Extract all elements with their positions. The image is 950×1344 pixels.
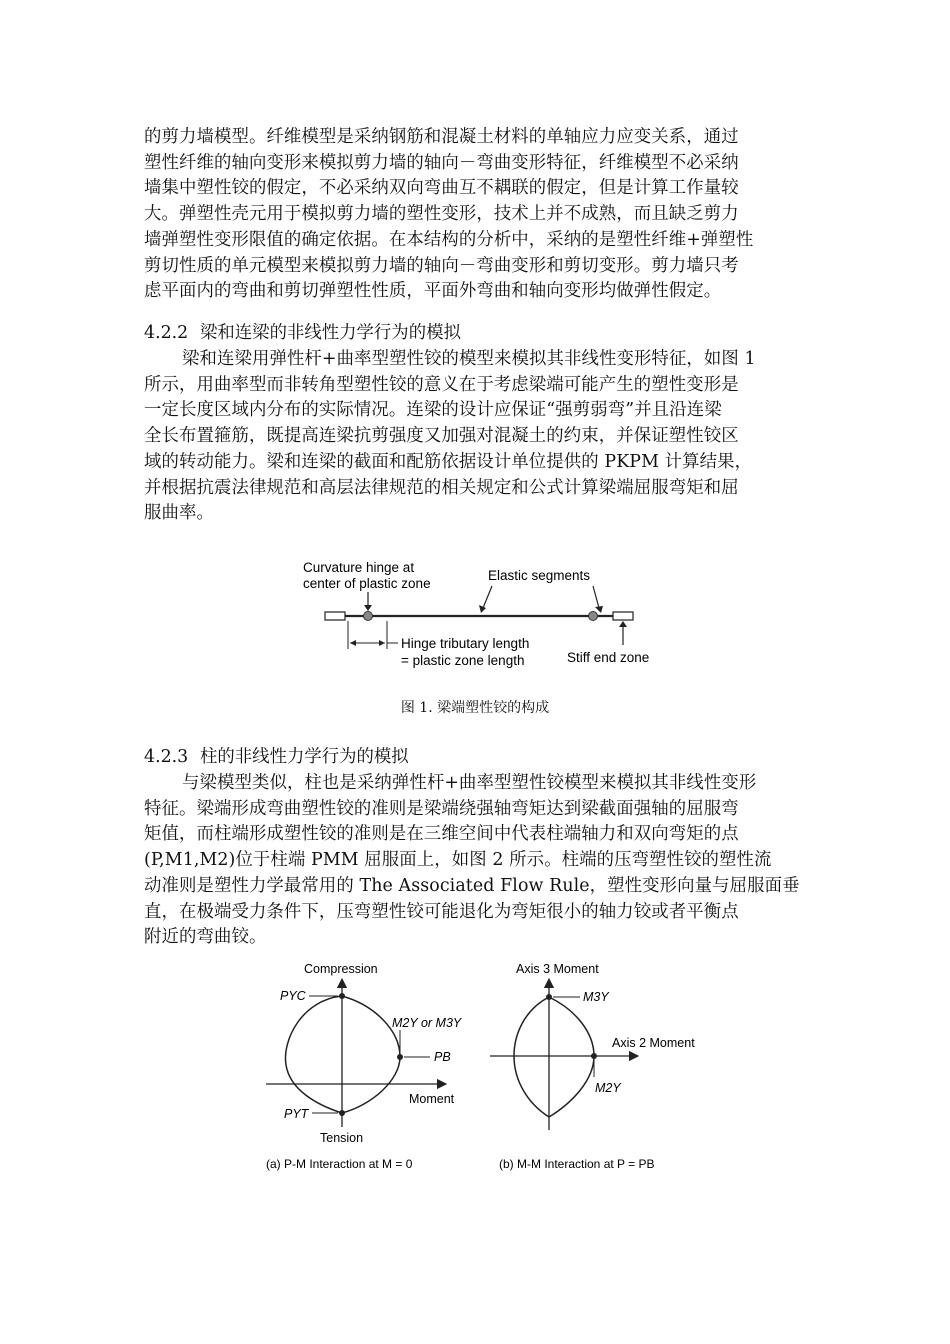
figure1-caption: 图 1. 梁端塑性铰的构成 [400,700,550,716]
text-line: 直，在极端受力条件下，压弯塑性铰可能退化为弯矩很小的轴力铰或者平衡点 [144,901,739,922]
mm-interaction-diagram [490,962,695,1171]
text-line: 附近的弯曲铰。 [144,927,267,948]
mm-yield-surface [514,997,594,1117]
section-title: 梁和连梁的非线性力学行为的模拟 [200,323,461,343]
arrowhead-elastic-1 [479,605,486,613]
text-line: 的剪力墙模型。纤维模型是采纳钢筋和混凝土材料的单轴应力应变关系，通过 [144,127,739,147]
stiff-end-zone-left [325,612,345,620]
text-line: 一定长度区域内分布的实际情况。连梁的设计应保证“强剪弱弯”并且沿连梁 [144,400,722,421]
label-axis3: Axis 3 Moment [516,962,599,976]
section-number: 4.2.2 [144,323,189,343]
section-heading-4-2-2 [144,321,461,347]
label-pyc: PYC [280,989,306,1003]
caption-a: (a) P-M Interaction at M = 0 [266,1157,413,1171]
hinge-left [364,612,373,621]
label-pyt: PYT [284,1107,309,1121]
label-plastic-zone-length: = plastic zone length [401,653,525,668]
point-m2y [591,1053,597,1059]
text-line: 墙集中塑性铰的假定，不必采纳双向弯曲互不耦联的假定，但是计算工作量较 [144,178,739,199]
text-line: 虑平面内的弯曲和剪切弹塑性性质，平面外弯曲和轴向变形均做弹性假定。 [144,281,722,302]
arrow-elastic-1 [483,586,492,608]
text-line: 服曲率。 [144,503,214,524]
point-pyc [339,993,345,999]
text-line: 域的转动能力。梁和连梁的截面和配筋依据设计单位提供的 PKPM 计算结果， [144,451,753,472]
section-heading-4-2-3 [144,745,409,771]
label-axis2: Axis 2 Moment [612,1036,695,1050]
text-line: 动准则是塑性力学最常用的 The Associated Flow Rule，塑性变形向量与屈服面垂 [144,875,800,896]
text-line: 塑性纤维的轴向变形来模拟剪力墙的轴向－弯曲变形特征，纤维模型不必采纳 [144,152,739,173]
point-m3y [546,994,552,1000]
hinge-right [589,612,598,621]
dim-arrowhead-left [350,640,356,646]
label-pb: PB [434,1050,451,1064]
text-line: 剪切性质的单元模型来模拟剪力墙的轴向－弯曲变形和剪切变形。剪力墙只考 [144,255,739,276]
text-line: 大。弹塑性壳元用于模拟剪力墙的塑性变形，技术上并不成熟，而且缺乏剪力 [144,204,739,225]
label-center-plastic-zone: center of plastic zone [303,576,431,591]
pm-yield-surface [285,996,400,1113]
label-m2y-m3y: M2Y or M3Y [392,1016,462,1030]
label-stiff-end-zone: Stiff end zone [567,650,650,665]
figure-interaction-surfaces [262,955,712,1175]
label-moment: Moment [409,1092,455,1106]
text-line: 所示，用曲率型而非转角型塑性铰的意义在于考虑梁端可能产生的塑性变形是 [144,374,739,395]
stiff-end-zone-right [613,612,633,620]
paragraph-shear-wall [144,125,808,305]
pm-interaction-diagram [266,962,463,1171]
text-line: 矩值，而柱端形成塑性铰的准则是在三维空间中代表柱端轴力和双向弯矩的点 [144,824,739,845]
text-line: 梁和连梁用弹性杆+曲率型塑性铰的模型来模拟其非线性变形特征，如图 1 [182,349,756,369]
paragraph-beam-model [144,347,808,527]
text-line: 全长布置箍筋，既提高连梁抗剪强度又加强对混凝土的约束，并保证塑性铰区 [144,426,739,447]
text-line: 特征。梁端形成弯曲塑性铰的准则是梁端绕强轴弯矩达到梁截面强轴的屈服弯 [144,798,739,819]
label-tension: Tension [320,1131,364,1145]
text-line: (P,M1,M2)位于柱端 PMM 屈服面上，如图 2 所示。柱端的压弯塑性铰的塑性流 [144,850,772,871]
point-pyt [339,1110,345,1116]
text-line: 墙弹塑性变形限值的确定依据。在本结构的分析中，采纳的是塑性纤维+弹塑性 [144,229,754,250]
caption-b: (b) M-M Interaction at P = PB [499,1157,655,1171]
arrowhead-elastic-2 [595,606,603,613]
figure-beam-plastic-hinge [295,555,665,675]
arrowhead-hinge [364,605,372,611]
label-m3y: M3Y [583,990,609,1004]
text-line: 并根据抗震法律规范和高层法律规范的相关规定和公式计算梁端屈服弯矩和屈 [144,477,739,498]
section-number: 4.2.3 [144,747,189,767]
label-compression: Compression [304,962,378,976]
text-line: 与梁模型类似，柱也是采纳弹性杆+曲率型塑性铰模型来模拟其非线性变形 [182,773,757,793]
dim-arrowhead-right [379,640,385,646]
arrow-elastic-2 [593,586,599,608]
arrowhead-stiff-end [619,621,627,627]
label-curvature-hinge: Curvature hinge at [303,560,415,575]
point-pb [397,1054,403,1060]
section-title: 柱的非线性力学行为的模拟 [200,747,409,767]
label-hinge-tributary: Hinge tributary length [401,636,530,651]
label-elastic-segments: Elastic segments [488,568,591,583]
label-m2y: M2Y [595,1081,621,1095]
paragraph-column-model [144,771,808,951]
